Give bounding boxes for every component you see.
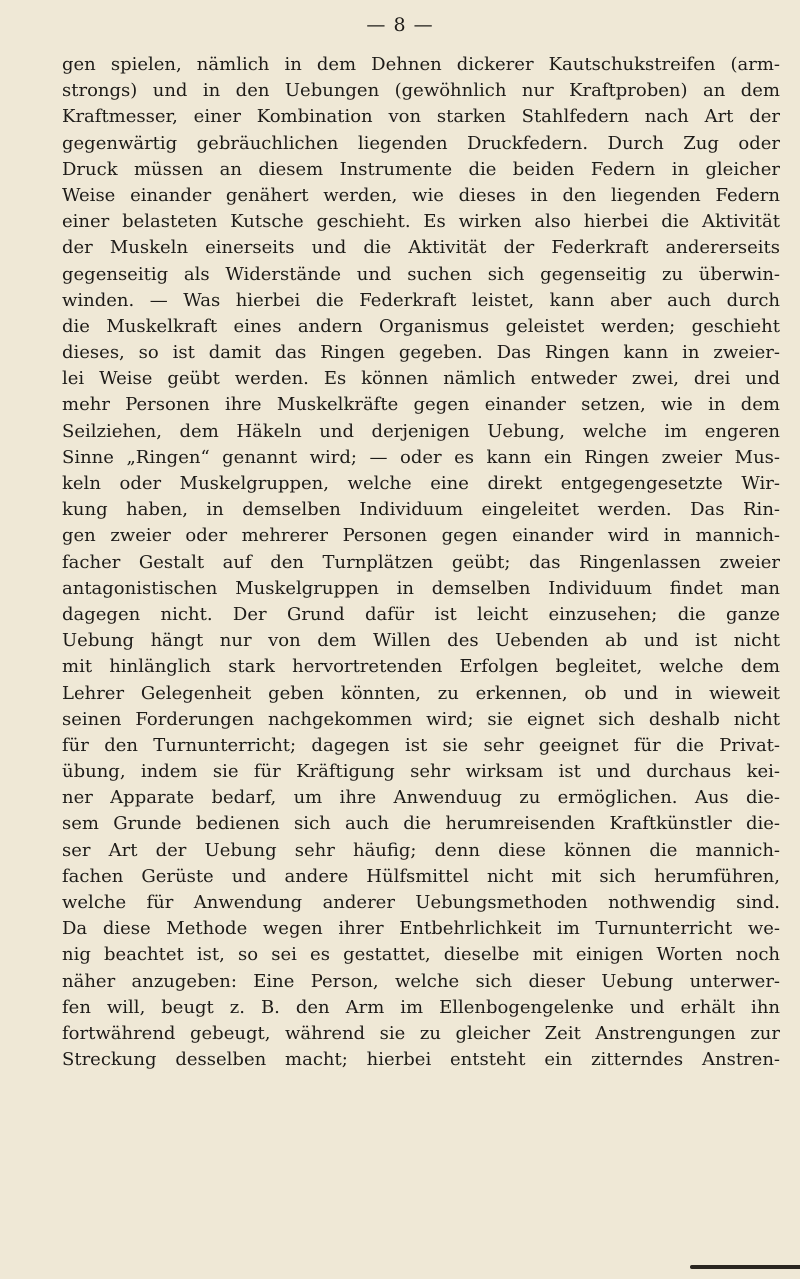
text-line: strongs) und in den Uebungen (gewöhnlich nur Kraftproben) an dem xyxy=(62,80,780,102)
text-line: übung, indem sie für Kräftigung sehr wirksam ist und durchaus kei- xyxy=(62,761,780,783)
text-line: Lehrer Gelegenheit geben könnten, zu erkennen, ob und in wieweit xyxy=(62,682,780,704)
text-line: Streckung desselben macht; hierbei entsteht ein zitterndes Anstren- xyxy=(62,1049,780,1071)
text-line: fen will, beugt z. B. den Arm im Ellenbogengelenke und erhält ihn xyxy=(62,996,780,1018)
text-line: der Muskeln einerseits und die Aktivität der Federkraft andererseits xyxy=(62,237,780,259)
text-line: näher anzugeben: Eine Person, welche sich dieser Uebung unterwer- xyxy=(62,970,780,992)
text-line: einer belasteten Kutsche geschieht. Es wirken also hierbei die Aktivität xyxy=(62,211,780,233)
body-text xyxy=(62,52,780,1073)
text-line: seinen Forderungen nachgekommen wird; sie eignet sich deshalb nicht xyxy=(62,708,780,730)
text-line: fachen Gerüste und andere Hülfsmittel nicht mit sich herumführen, xyxy=(62,865,780,887)
page-number: — 8 — xyxy=(366,14,434,36)
text-line: gegenseitig als Widerstände und suchen sich gegenseitig zu überwin- xyxy=(62,263,780,285)
text-line: lei Weise geübt werden. Es können nämlich entweder zwei, drei und xyxy=(62,368,780,390)
page-edge-mark xyxy=(690,1265,800,1269)
text-line: Weise einander genähert werden, wie dieses in den liegenden Federn xyxy=(62,184,780,206)
text-line: Seilziehen, dem Häkeln und derjenigen Uebung, welche im engeren xyxy=(62,420,780,442)
text-line: gegenwärtig gebräuchlichen liegenden Druckfedern. Durch Zug oder xyxy=(62,132,780,154)
text-line: mehr Personen ihre Muskelkräfte gegen einander setzen, wie in dem xyxy=(62,394,780,416)
text-line: dieses, so ist damit das Ringen gegeben. Das Ringen kann in zweier- xyxy=(62,342,780,364)
text-line: dagegen nicht. Der Grund dafür ist leicht einzusehen; die ganze xyxy=(62,603,780,625)
text-line: Kraftmesser, einer Kombination von starken Stahlfedern nach Art der xyxy=(62,106,780,128)
text-line: ser Art der Uebung sehr häufig; denn diese können die mannich- xyxy=(62,839,780,861)
text-line: winden. — Was hierbei die Federkraft leistet, kann aber auch durch xyxy=(62,289,780,311)
text-line: gen zweier oder mehrerer Personen gegen einander wird in mannich- xyxy=(62,525,780,547)
text-line: keln oder Muskelgruppen, welche eine direkt entgegengesetzte Wir- xyxy=(62,473,780,494)
text-line: antagonistischen Muskelgruppen in demselben Individuum findet man xyxy=(62,577,780,599)
text-line: Druck müssen an diesem Instrumente die beiden Federn in gleicher xyxy=(62,158,780,180)
text-line: Uebung hängt nur von dem Willen des Uebenden ab und ist nicht xyxy=(62,630,780,652)
text-line: kung haben, in demselben Individuum eingeleitet werden. Das Rin- xyxy=(62,499,780,521)
text-line: gen spielen, nämlich in dem Dehnen dickerer Kautschukstreifen (arm- xyxy=(62,54,780,75)
text-line: die Muskelkraft eines andern Organismus geleistet werden; geschieht xyxy=(62,315,780,337)
text-line: facher Gestalt auf den Turnplätzen geübt; das Ringenlassen zweier xyxy=(62,551,780,573)
text-line: welche für Anwendung anderer Uebungsmethoden nothwendig sind. xyxy=(62,892,780,913)
text-line: Da diese Methode wegen ihrer Entbehrlichkeit im Turnunterricht we- xyxy=(62,918,780,940)
text-line: fortwährend gebeugt, während sie zu gleicher Zeit Anstrengungen zur xyxy=(62,1022,780,1044)
text-line: mit hinlänglich stark hervortretenden Erfolgen begleitet, welche dem xyxy=(62,656,780,678)
text-line: nig beachtet ist, so sei es gestattet, dieselbe mit einigen Worten noch xyxy=(62,944,780,966)
text-line: für den Turnunterricht; dagegen ist sie sehr geeignet für die Privat- xyxy=(62,734,780,756)
text-line: Sinne „Ringen“ genannt wird; — oder es kann ein Ringen zweier Mus- xyxy=(62,446,780,468)
text-line: ner Apparate bedarf, um ihre Anwenduug zu ermöglichen. Aus die- xyxy=(62,787,780,809)
text-line: sem Grunde bedienen sich auch die herumreisenden Kraftkünstler die- xyxy=(62,813,780,835)
